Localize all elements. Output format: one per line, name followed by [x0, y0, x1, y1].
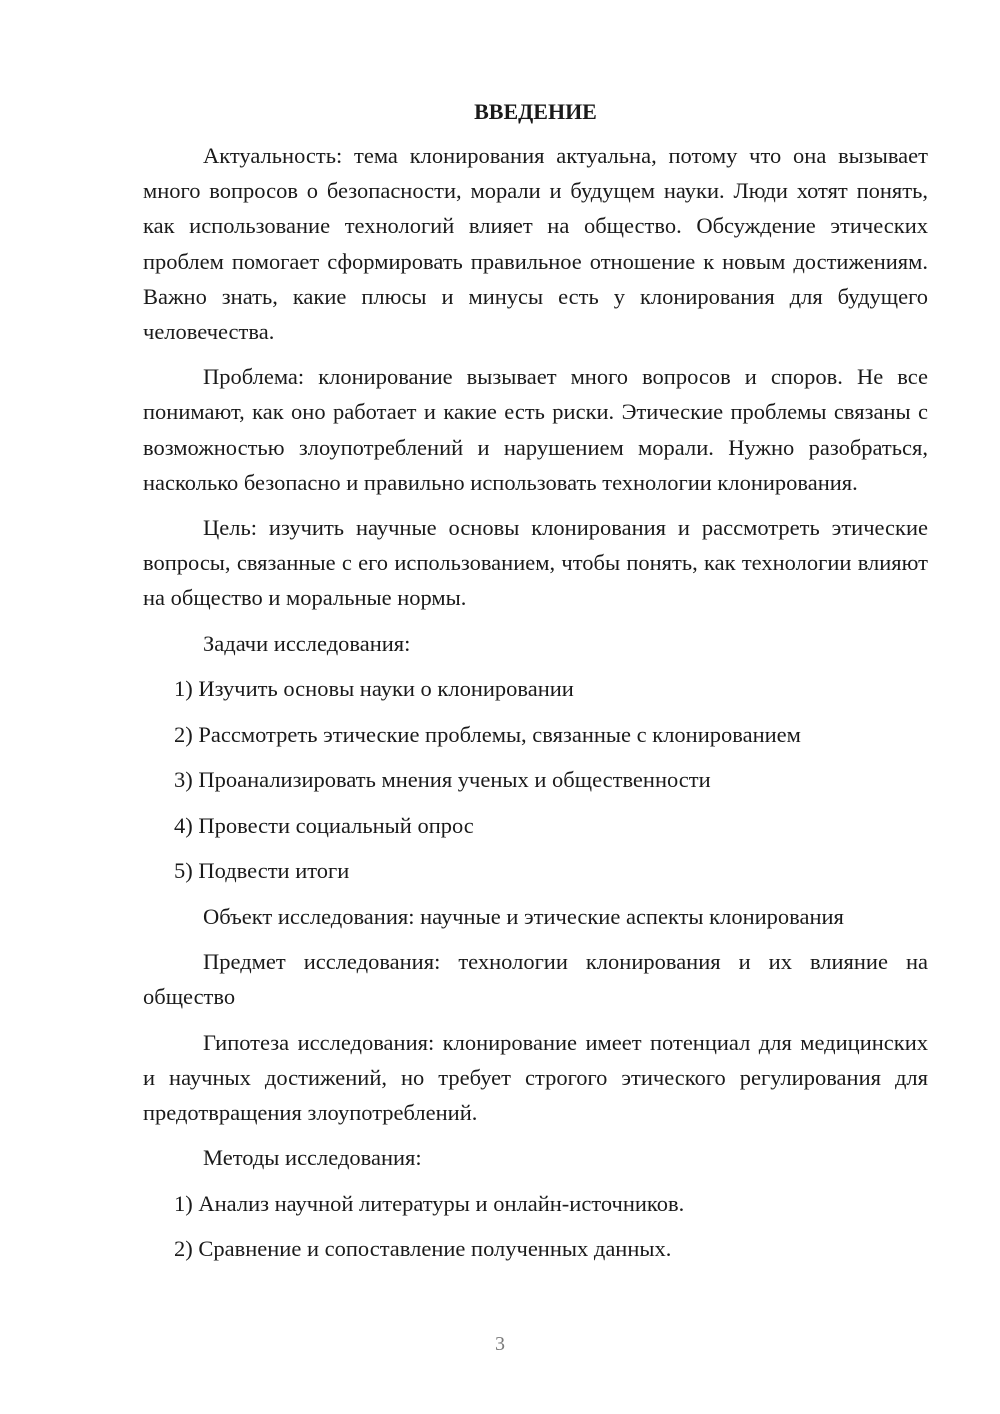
methods-heading: Методы исследования:	[203, 1145, 422, 1171]
goal-paragraph: Цель: изучить научные основы клонирования и рассмотреть этические вопросы, связанные с его использованием, чтобы понять, как технологии влияют на общество и моральные нормы.	[143, 515, 928, 611]
page-number: 3	[495, 1333, 505, 1355]
task-item: 3) Проанализировать мнения ученых и общественности	[174, 767, 711, 793]
subject-paragraph: Предмет исследования: технологии клонирования и их влияние на общество	[143, 949, 928, 1010]
relevance-paragraph: Актуальность: тема клонирования актуальна, потому что она вызывает много вопросов о безопасности, морали и будущем науки. Люди хотят понять, как использование технологий влияет на общество. Обсуждение этических проблем помогает сформировать правильное отношение к новым достижениям. Важно знать, какие плюсы и минусы есть у клонирования для будущего человечества.	[143, 143, 928, 345]
page-content	[143, 94, 928, 1277]
task-item: 1) Изучить основы науки о клонировании	[174, 676, 574, 702]
method-item: 1) Анализ научной литературы и онлайн-источников.	[174, 1190, 685, 1216]
page-title: ВВЕДЕНИЕ	[474, 99, 597, 124]
task-item: 5) Подвести итоги	[174, 858, 350, 884]
tasks-heading: Задачи исследования:	[203, 630, 411, 656]
object-paragraph: Объект исследования: научные и этические аспекты клонирования	[203, 903, 844, 929]
problem-paragraph: Проблема: клонирование вызывает много вопросов и споров. Не все понимают, как оно работает и какие есть риски. Этические проблемы связаны с возможностью злоупотреблений и нарушением морали. Нужно разобраться, насколько безопасно и правильно использовать технологии клонирования.	[143, 364, 928, 495]
method-item: 2) Сравнение и сопоставление полученных данных.	[174, 1236, 672, 1262]
task-item: 2) Рассмотреть этические проблемы, связанные с клонированием	[174, 721, 801, 747]
task-item: 4) Провести социальный опрос	[174, 812, 474, 838]
hypothesis-paragraph: Гипотеза исследования: клонирование имеет потенциал для медицинских и научных достижений, но требует строгого этического регулирования для предотвращения злоупотреблений.	[143, 1029, 928, 1125]
